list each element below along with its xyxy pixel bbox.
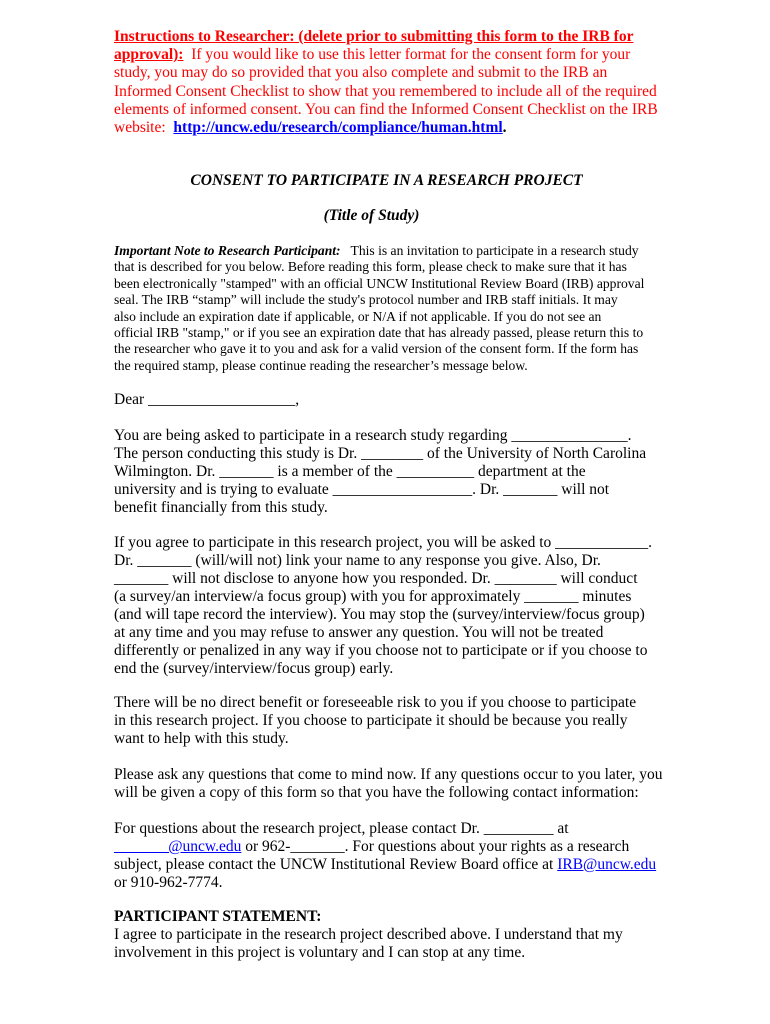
paragraph-line: end the (survey/interview/focus group) early. xyxy=(114,660,394,677)
researcher-email-link[interactable]: _______@uncw.edu xyxy=(114,838,242,855)
instructions-website-label: website: xyxy=(114,119,166,137)
important-note-line: the required stamp, please continue reading the researcher’s message below. xyxy=(114,357,528,373)
instructions-line: study, you may do so provided that you also complete and submit to the IRB an xyxy=(114,64,608,82)
paragraph-line: or 910-962-7774. xyxy=(114,874,223,891)
paragraph-line: There will be no direct benefit or foreseeable risk to you if you choose to participate xyxy=(114,694,637,711)
paragraph-line: The person conducting this study is Dr. ________ of the University of North Carolina xyxy=(114,445,647,462)
paragraph-risks-benefits xyxy=(114,694,659,748)
paragraph-line: Wilmington. Dr. _______ is a member of the __________ department at the xyxy=(114,463,586,480)
irb-website-link[interactable]: http://uncw.edu/research/compliance/human.html xyxy=(173,119,503,137)
important-note-line: official IRB "stamp," or if you see an expiration date that has already passed, please return this to xyxy=(114,325,644,341)
important-note-line: also include an expiration date if applicable, or N/A if not applicable. If you do not see an xyxy=(114,308,602,324)
instructions-line: elements of informed consent. You can find the Informed Consent Checklist on the IRB xyxy=(114,100,658,118)
paragraph-line: involvement in this project is voluntary and I can stop at any time. xyxy=(114,944,526,961)
important-note xyxy=(114,243,659,374)
paragraph-line: want to help with this study. xyxy=(114,730,289,747)
paragraph-contact-info xyxy=(114,820,659,892)
researcher-instructions xyxy=(114,28,659,137)
paragraph-line: will be given a copy of this form so that you have the following contact information: xyxy=(114,784,639,801)
instructions-line: Informed Consent Checklist to show that you remembered to include all of the required xyxy=(114,82,657,100)
paragraph-line: For questions about the research project, please contact Dr. _________ at xyxy=(114,820,569,837)
important-note-text: This is an invitation to participate in a research study xyxy=(350,243,639,258)
paragraph-line: I agree to participate in the research project described above. I understand that my xyxy=(114,926,623,943)
important-note-line: the researcher who gave it to you and ask for a valid version of the consent form. If the form has xyxy=(114,341,639,357)
paragraph-line: Please ask any questions that come to mind now. If any questions occur to you later, you xyxy=(114,766,663,783)
participant-statement-heading: PARTICIPANT STATEMENT: xyxy=(114,908,322,925)
salutation: Dear ___________________, xyxy=(114,391,300,408)
important-note-label: Important Note to Research Participant: xyxy=(114,243,341,258)
document-title: CONSENT TO PARTICIPATE IN A RESEARCH PROJECT xyxy=(190,172,583,189)
irb-email-link[interactable]: IRB@uncw.edu xyxy=(557,856,657,873)
paragraph-line: in this research project. If you choose to participate it should be because you really xyxy=(114,712,628,729)
paragraph-line: or 962-_______. For questions about your rights as a research xyxy=(241,838,630,855)
participant-statement xyxy=(114,926,659,962)
instructions-text: If you would like to use this letter format for the consent form for your xyxy=(191,46,631,64)
paragraph-line: at any time and you may refuse to answer any question. You will not be treated xyxy=(114,624,604,641)
paragraph-line: benefit financially from this study. xyxy=(114,499,328,516)
paragraph-line: If you agree to participate in this research project, you will be asked to ____________. xyxy=(114,534,653,551)
period: . xyxy=(502,119,507,137)
paragraph-line: _______ will not disclose to anyone how you responded. Dr. ________ will conduct xyxy=(114,570,638,587)
paragraph-procedures xyxy=(114,534,659,678)
instructions-heading-end: approval): xyxy=(114,46,184,64)
study-title-placeholder: (Title of Study) xyxy=(323,207,420,224)
paragraph-line: university and is trying to evaluate __________________. Dr. _______ will not xyxy=(114,481,610,498)
paragraph-line: (and will tape record the interview). You may stop the (survey/interview/focus group) xyxy=(114,606,645,623)
paragraph-line: You are being asked to participate in a research study regarding _______________. xyxy=(114,427,632,444)
paragraph-line: differently or penalized in any way if you choose not to participate or if you choose to xyxy=(114,642,648,659)
paragraph-line: Dr. _______ (will/will not) link your name to any response you give. Also, Dr. xyxy=(114,552,601,569)
paragraph-questions xyxy=(114,766,663,802)
important-note-line: been electronically "stamped" with an official UNCW Institutional Review Board (IRB) approval xyxy=(114,275,645,291)
important-note-line: that is described for you below. Before reading this form, please check to make sure that it has xyxy=(114,259,627,275)
paragraph-line: (a survey/an interview/a focus group) with you for approximately _______ minutes xyxy=(114,588,632,605)
paragraph-study-purpose xyxy=(114,427,659,517)
important-note-line: seal. The IRB “stamp” will include the study's protocol number and IRB staff initials. It may xyxy=(114,292,618,308)
instructions-heading: Instructions to Researcher: (delete prior to submitting this form to the IRB for xyxy=(114,28,634,45)
paragraph-line: subject, please contact the UNCW Institutional Review Board office at xyxy=(114,856,558,873)
